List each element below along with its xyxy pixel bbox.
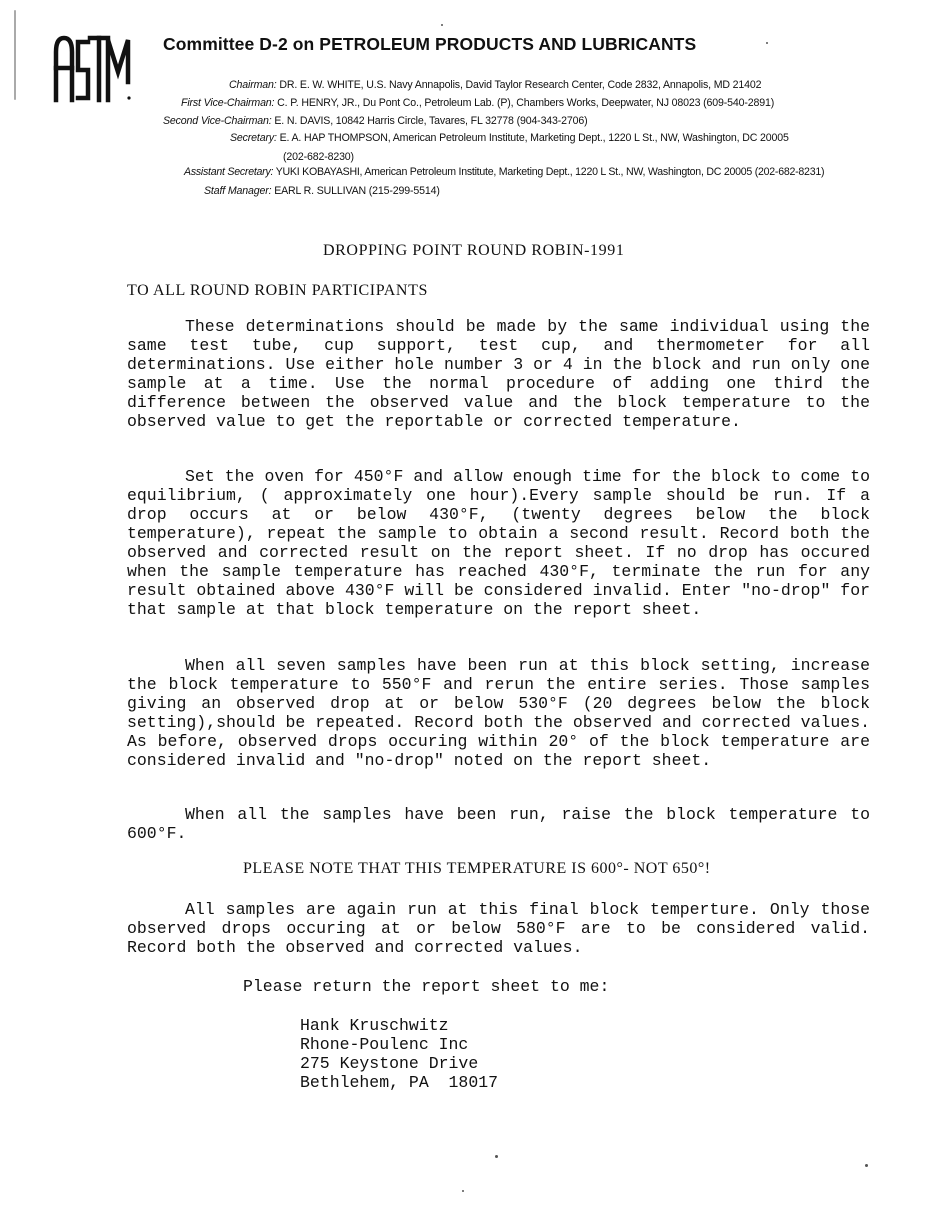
officer-assistant-secretary (184, 166, 824, 178)
paragraph-450f: Set the oven for 450°F and allow enough time for the block to come to equilibrium, ( approximately one hour).Every sample should be run. If a drop occurs at or below 430°F, (twenty degrees below the block temperature), repeat the sample to obtain a second result. Record both the observed and corrected result on the report sheet. If no drop has occured when the sample temperature has reached 430°F, terminate the run for any result obtained above 430°F will be considered invalid. Enter "no-drop" for that sample at that block temperature on the report sheet. (127, 467, 870, 619)
officer-role: Chairman: (229, 79, 277, 91)
address-line: 275 Keystone Drive (300, 1054, 479, 1073)
officer-secretary (230, 132, 789, 144)
paragraph-550f: When all seven samples have been run at this block setting, increase the block temperature to 550°F and rerun the entire series. Those samples giving an observed drop at or below 530°F (20 degrees below the block setting),should be repeated. Record both the observed and corrected values. As before, observed drops occuring within 20° of the block temperature are considered invalid and "no-drop" noted on the report sheet. (127, 656, 870, 770)
officer-details: YUKI KOBAYASHI, American Petroleum Institute, Marketing Dept., 1220 L St., NW, Washington, DC 20005 (202-682-8231) (275, 166, 825, 178)
officer-role: Assistant Secretary: (184, 166, 274, 178)
officer-role: Staff Manager: (204, 185, 272, 197)
paragraph-final: All samples are again run at this final block temperture. Only those observed drops occuring at or below 580°F are to be considered valid. Record both the observed and corrected values. (127, 900, 870, 957)
officer-role: Secretary: (230, 132, 277, 144)
scan-speck (441, 24, 443, 26)
scan-speck (865, 1164, 868, 1167)
letter-title: DROPPING POINT ROUND ROBIN-1991 (323, 242, 625, 259)
officer-role: First Vice-Chairman: (181, 97, 275, 109)
address-line: Hank Kruschwitz (300, 1016, 449, 1035)
scan-speck (462, 1190, 464, 1192)
officer-role: Second Vice-Chairman: (163, 115, 272, 127)
scan-speck (495, 1155, 498, 1158)
return-address (300, 1016, 498, 1092)
officer-chairman (229, 79, 761, 91)
committee-heading: Committee D-2 on PETROLEUM PRODUCTS AND LUBRICANTS (163, 34, 697, 54)
officer-first-vice-chairman (181, 97, 774, 109)
address-line: Bethlehem, PA 18017 (300, 1073, 499, 1092)
officer-details: (202-682-8230) (283, 151, 354, 163)
paragraph-procedure: These determinations should be made by the same individual using the same test tube, cup support, test cup, and thermometer for all determinations. Use either hole number 3 or 4 in the block and run only one sample at a time. Use the normal procedure of adding one third the difference between the observed value and the block temperature to the observed value to get the reportable or corrected temperature. (127, 317, 870, 431)
officer-details: EARL R. SULLIVAN (215-299-5514) (274, 185, 440, 197)
officer-details: C. P. HENRY, JR., Du Pont Co., Petroleum Lab. (P), Chambers Works, Deepwater, NJ 08023 (609-540-2891) (277, 97, 775, 109)
officer-details: E. A. HAP THOMPSON, American Petroleum Institute, Marketing Dept., 1220 L St., NW, Washington, DC 20005 (279, 132, 789, 144)
return-instruction: Please return the report sheet to me: (243, 977, 610, 996)
astm-logo (52, 32, 132, 104)
paragraph-600f: When all the samples have been run, raise the block temperature to 600°F. (127, 805, 870, 843)
officer-staff-manager (204, 185, 440, 197)
officer-details: E. N. DAVIS, 10842 Harris Circle, Tavares, FL 32778 (904-343-2706) (274, 115, 588, 127)
scan-edge-mark (14, 10, 16, 100)
officer-details: DR. E. W. WHITE, U.S. Navy Annapolis, David Taylor Research Center, Code 2832, Annapolis, MD 21402 (279, 79, 762, 91)
officer-second-vice-chairman (163, 115, 588, 127)
officer-secretary-phone (283, 151, 354, 163)
address-line: Rhone-Poulenc Inc (300, 1035, 469, 1054)
salutation: TO ALL ROUND ROBIN PARTICIPANTS (127, 282, 428, 299)
temperature-note: PLEASE NOTE THAT THIS TEMPERATURE IS 600°- NOT 650°! (243, 860, 711, 877)
scan-speck (766, 42, 768, 44)
